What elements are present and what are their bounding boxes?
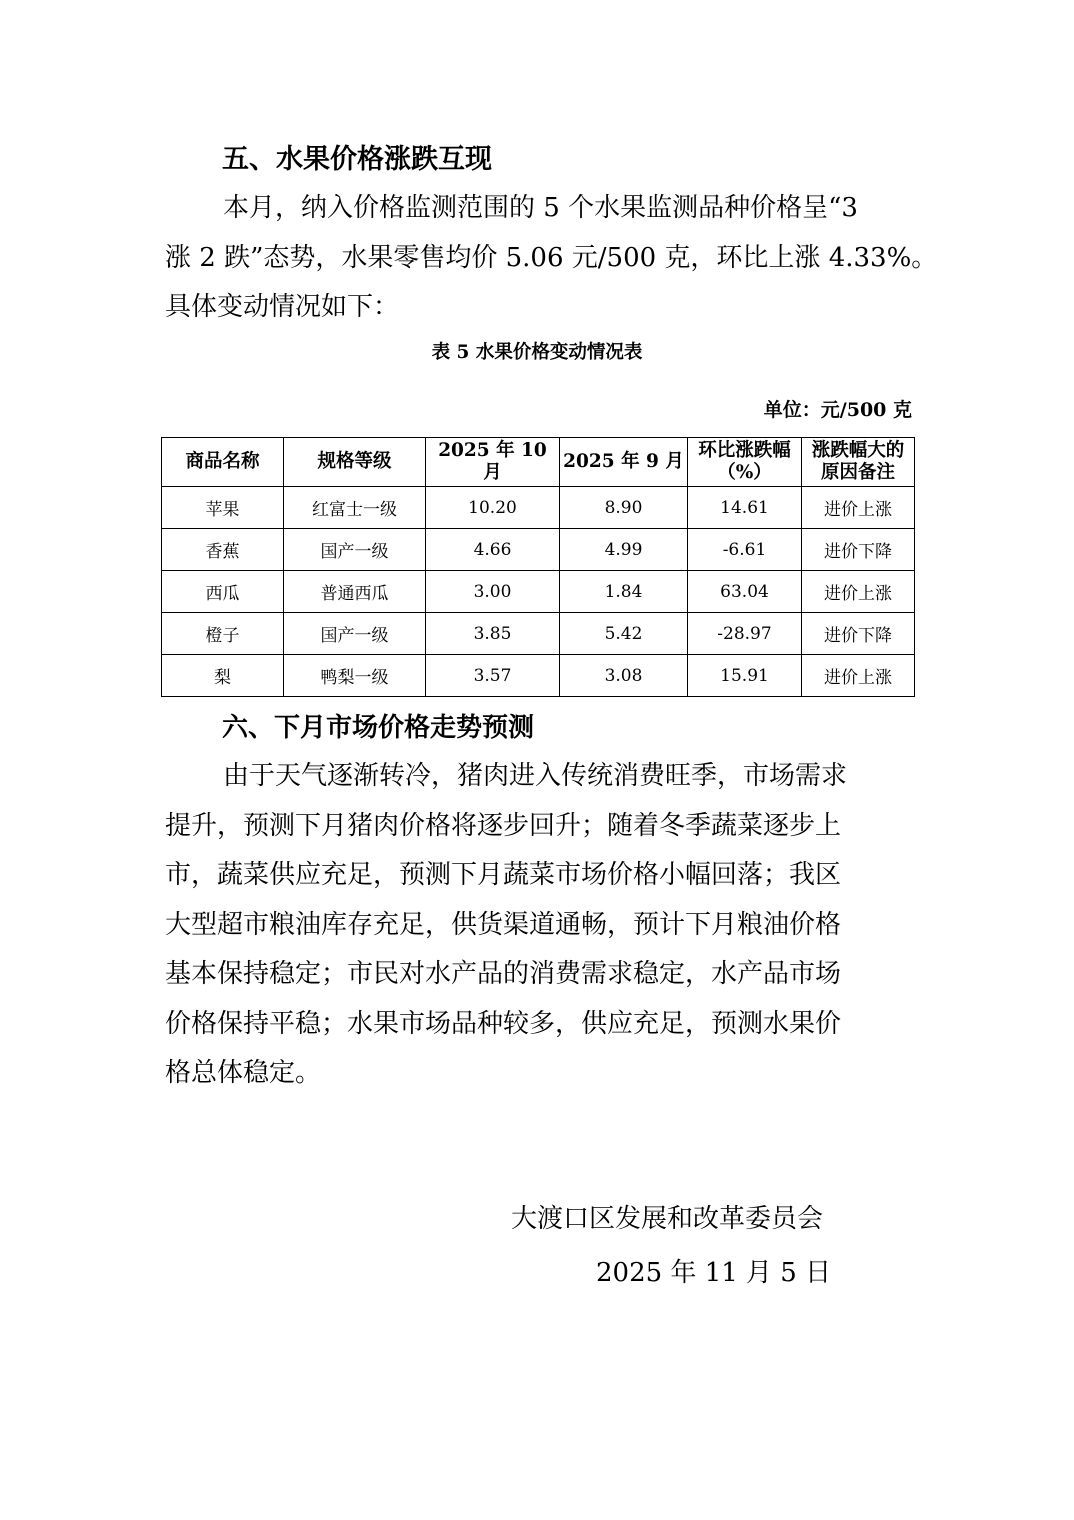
section6-heading: 六、下月市场价格走势预测	[222, 713, 535, 743]
section5-paragraph	[165, 184, 938, 333]
cell-grade: 国产一级	[284, 529, 426, 571]
header-reason-line1: 涨跌幅大的	[811, 440, 905, 461]
paragraph-line: 大型超市粮油库存充足，供货渠道通畅，预计下月粮油价格	[165, 909, 842, 940]
cell-grade: 红富士一级	[284, 487, 426, 529]
cell-oct: 3.00	[426, 571, 560, 613]
cell-grade: 鸭梨一级	[284, 655, 426, 697]
header-sep: 2025 年 9 月	[560, 438, 688, 487]
cell-change: -28.97	[688, 613, 802, 655]
cell-reason: 进价上涨	[802, 571, 915, 613]
paragraph-line: 由于天气逐渐转冷，猪肉进入传统消费旺季，市场需求	[223, 761, 848, 791]
table-row	[162, 613, 915, 655]
paragraph-line: 本月，纳入价格监测范围的 5 个水果监测品种价格呈“3	[223, 193, 858, 223]
header-reason	[802, 438, 915, 487]
cell-grade: 国产一级	[284, 613, 426, 655]
cell-oct: 4.66	[426, 529, 560, 571]
header-change	[688, 438, 802, 487]
cell-name: 西瓜	[162, 571, 284, 613]
header-grade: 规格等级	[284, 438, 426, 487]
table-row	[162, 571, 915, 613]
cell-reason: 进价下降	[802, 529, 915, 571]
section5-heading: 五、水果价格涨跌互现	[222, 144, 492, 175]
paragraph-line: 格总体稳定。	[165, 1058, 322, 1088]
table-unit: 单位：元/500 克	[763, 399, 912, 421]
header-reason-line2: 原因备注	[820, 462, 895, 483]
cell-oct: 3.85	[426, 613, 560, 655]
section6-paragraph	[165, 752, 913, 1099]
cell-name: 梨	[162, 655, 284, 697]
cell-sep: 1.84	[560, 571, 688, 613]
paragraph-line: 具体变动情况如下：	[165, 292, 400, 322]
cell-reason: 进价上涨	[802, 487, 915, 529]
table-row	[162, 655, 915, 697]
cell-sep: 3.08	[560, 655, 688, 697]
paragraph-line: 基本保持稳定；市民对水产品的消费需求稳定，水产品市场	[165, 959, 842, 989]
cell-name: 苹果	[162, 487, 284, 529]
paragraph-line: 涨 2 跌”态势，水果零售均价 5.06 元/500 克，环比上涨 4.33%。	[165, 242, 938, 273]
table-header-row	[162, 438, 915, 487]
cell-reason: 进价上涨	[802, 655, 915, 697]
header-oct: 2025 年 10 月	[426, 438, 560, 487]
paragraph-line: 价格保持平稳；水果市场品种较多，供应充足，预测水果价	[165, 1008, 842, 1039]
cell-change: -6.61	[688, 529, 802, 571]
cell-oct: 3.57	[426, 655, 560, 697]
header-change-line1: 环比涨跌幅	[698, 440, 791, 461]
fruit-price-table	[161, 437, 915, 697]
cell-reason: 进价下降	[802, 613, 915, 655]
paragraph-line: 提升，预测下月猪肉价格将逐步回升；随着冬季蔬菜逐步上	[165, 810, 842, 841]
cell-change: 14.61	[688, 487, 802, 529]
cell-oct: 10.20	[426, 487, 560, 529]
table-row	[162, 487, 915, 529]
header-name: 商品名称	[162, 438, 284, 487]
cell-grade: 普通西瓜	[284, 571, 426, 613]
cell-name: 橙子	[162, 613, 284, 655]
table-row	[162, 529, 915, 571]
header-change-line2: （%）	[717, 462, 772, 483]
signature-date: 2025 年 11 月 5 日	[596, 1258, 832, 1288]
cell-sep: 8.90	[560, 487, 688, 529]
cell-change: 63.04	[688, 571, 802, 613]
cell-name: 香蕉	[162, 529, 284, 571]
table-caption: 表 5 水果价格变动情况表	[431, 342, 643, 363]
cell-sep: 4.99	[560, 529, 688, 571]
cell-change: 15.91	[688, 655, 802, 697]
signature-org: 大渡口区发展和改革委员会	[511, 1204, 824, 1234]
cell-sep: 5.42	[560, 613, 688, 655]
paragraph-line: 市，蔬菜供应充足，预测下月蔬菜市场价格小幅回落；我区	[165, 860, 842, 890]
